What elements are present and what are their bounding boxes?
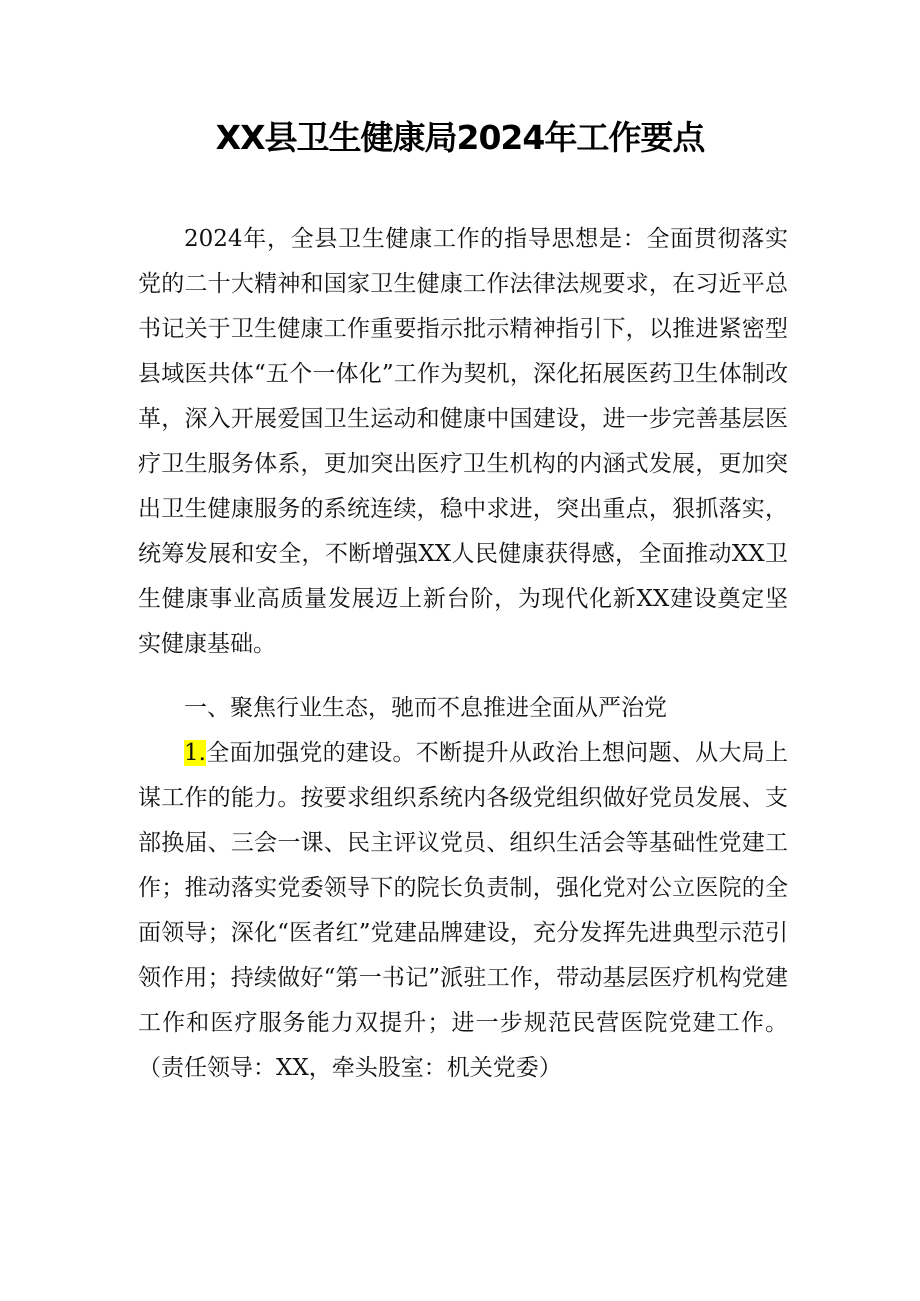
item-1-text: 全面加强党的建设。不断提升从政治上想问题、从大局上谋工作的能力。按要求组织系统内各级党组织做好党员发展、支部换届、三会一课、民主评议党员、组织生活会等基础性党建工作；推动落实党委领导下的院长负责制，强化党对公立医院的全面领导；深化“医者红”党建品牌建设，充分发挥先进典型示范引领作用；持续做好“第一书记”派驻工作，带动基层医疗机构党建工作和医疗服务能力双提升；进一步规范民营医院党建工作。（责任领导：XX，牵头股室：机关党委） bbox=[138, 740, 788, 1081]
intro-paragraph: 2024年，全县卫生健康工作的指导思想是：全面贯彻落实党的二十大精神和国家卫生健康工作法律法规要求，在习近平总书记关于卫生健康工作重要指示批示精神指引下，以推进紧密型县域医共体“五个一体化”工作为契机，深化拓展医药卫生体制改革，深入开展爱国卫生运动和健康中国建设，进一步完善基层医疗卫生服务体系，更加突出医疗卫生机构的内涵式发展，更加突出卫生健康服务的系统连续，稳中求进，突出重点，狠抓落实，统筹发展和安全，不断增强XX人民健康获得感，全面推动XX卫生健康事业高质量发展迈上新台阶，为现代化新XX建设奠定坚实健康基础。 bbox=[138, 226, 788, 657]
document-title: XX县卫生健康局2024年工作要点 bbox=[215, 118, 705, 157]
section-heading-1: 一、聚焦行业生态，驰而不息推进全面从严治党 bbox=[184, 695, 667, 721]
item-1-number-highlighted: 1. bbox=[184, 740, 206, 766]
item-1-paragraph bbox=[138, 731, 788, 1091]
